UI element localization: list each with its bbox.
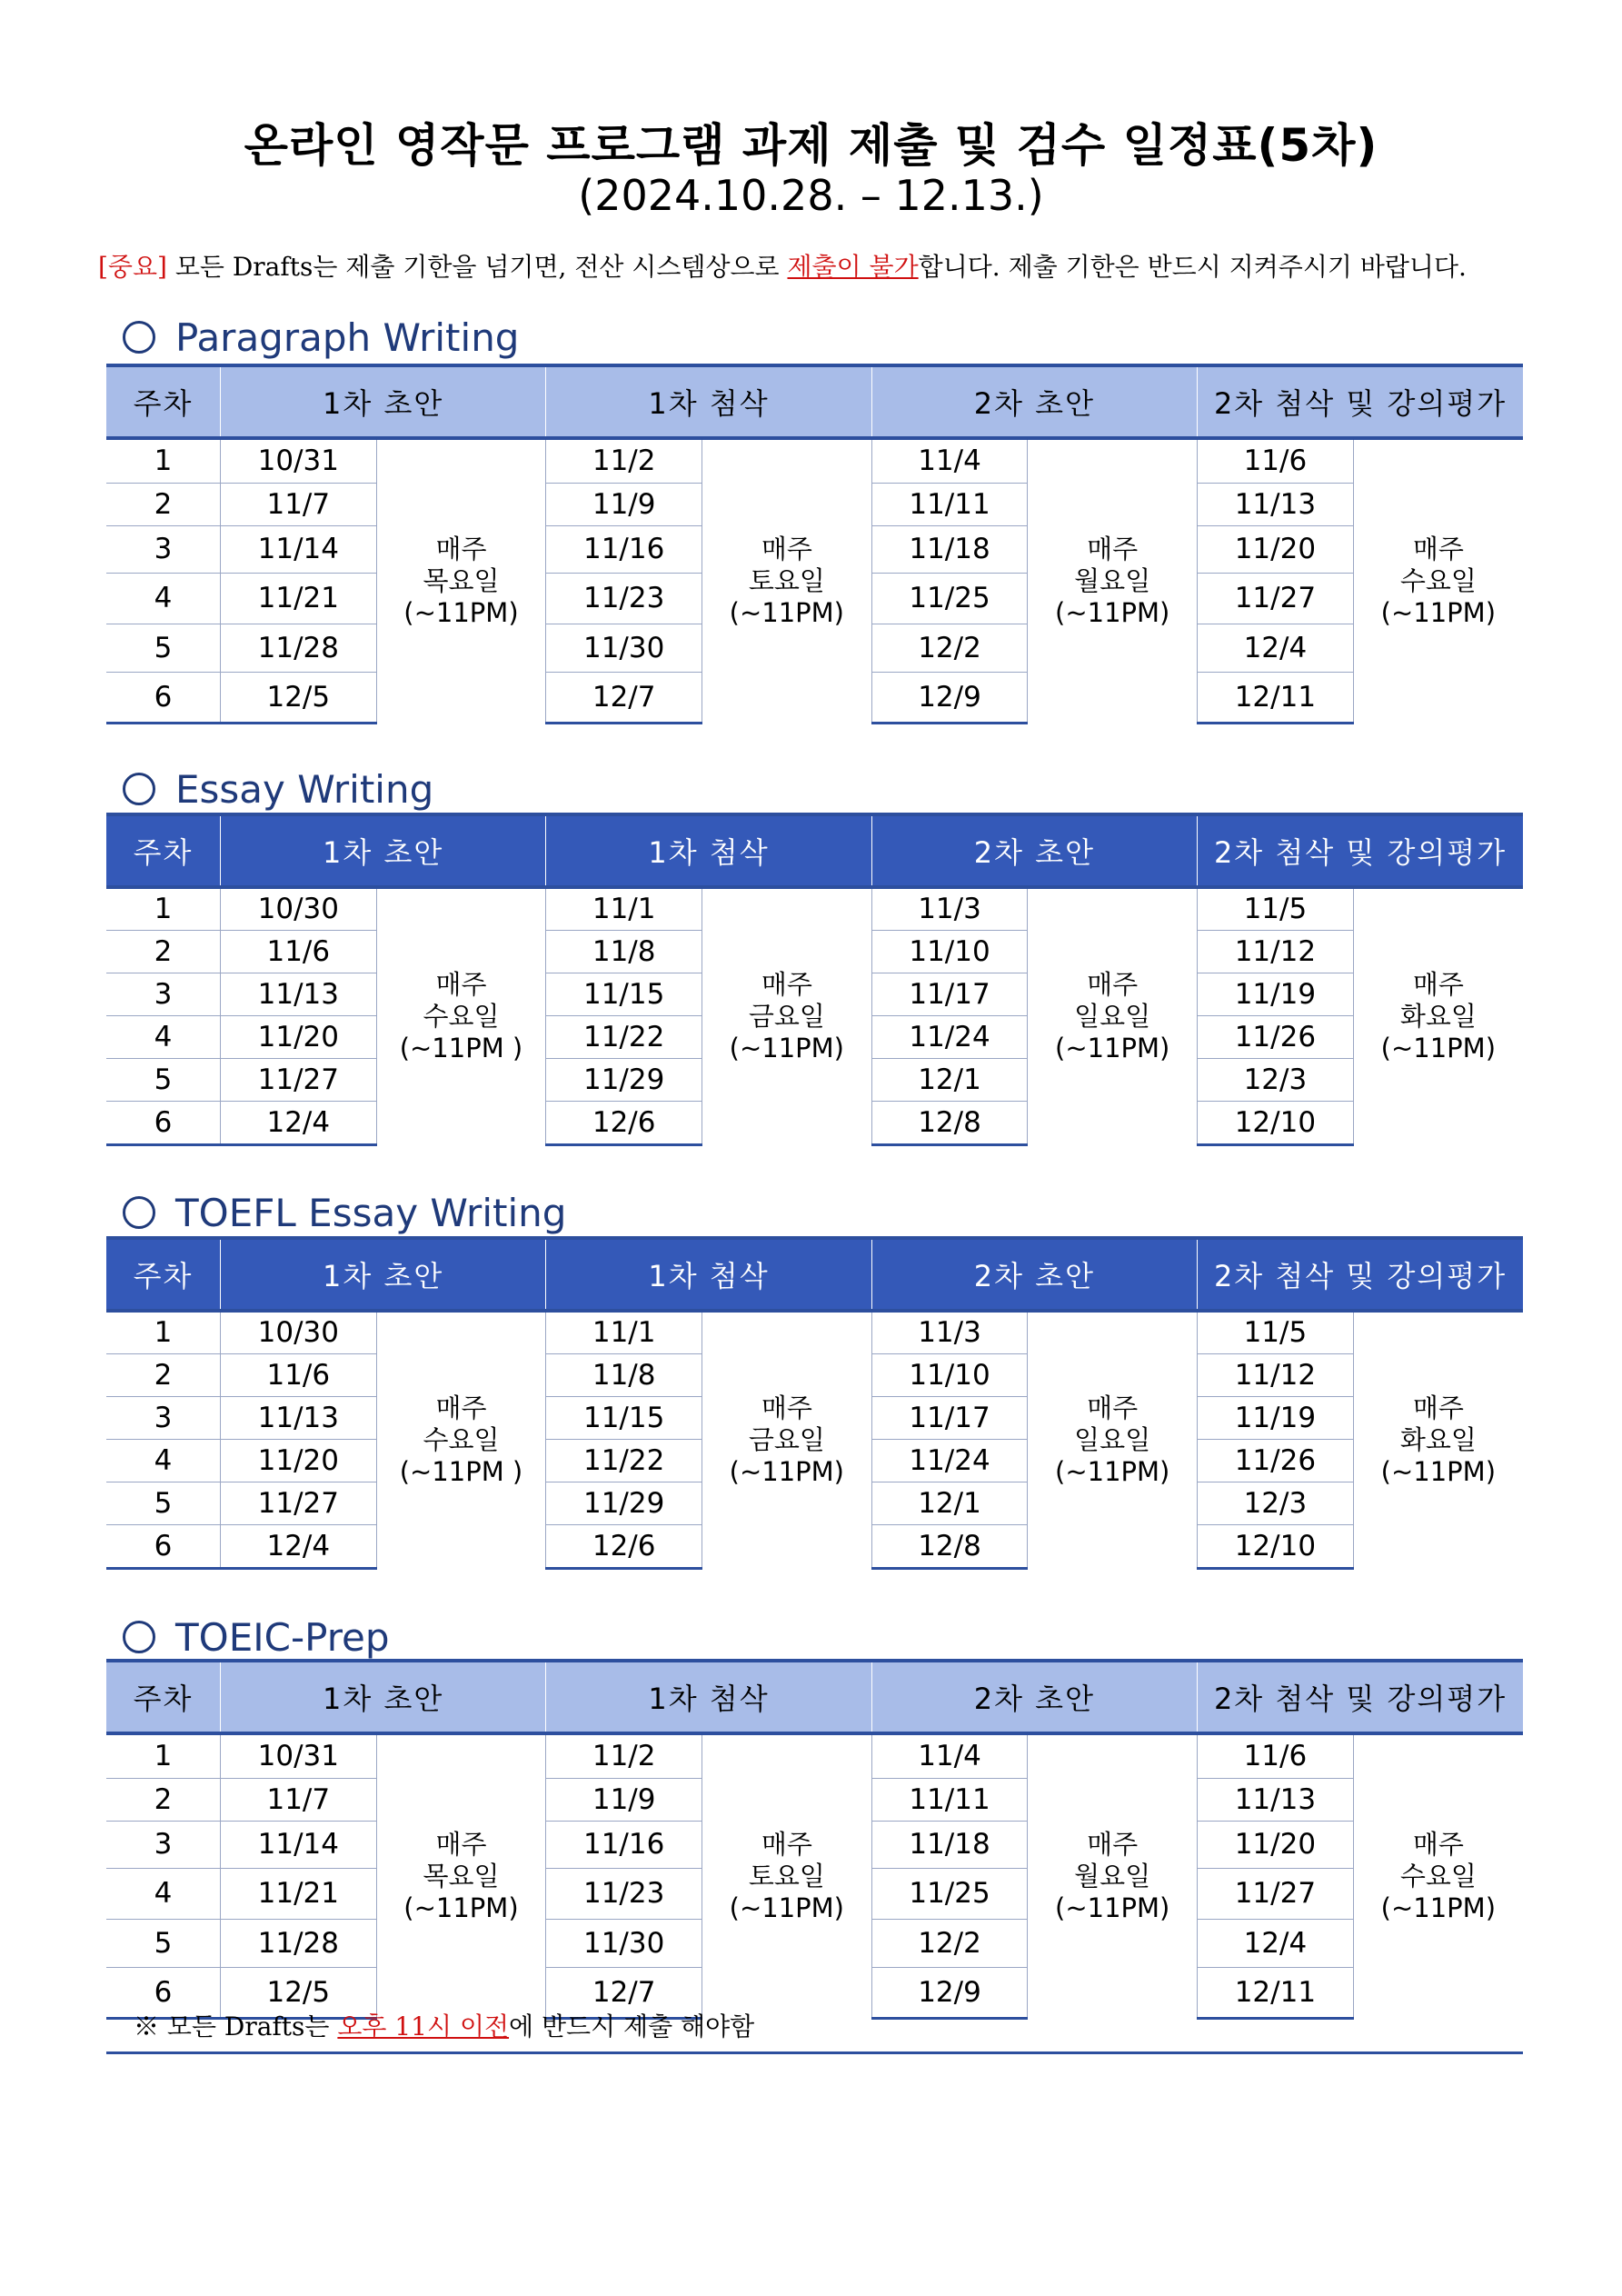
due-date-cell: 11/21	[220, 1868, 376, 1919]
section-title-essay-writing	[123, 767, 433, 812]
due-date-cell: 11/9	[546, 483, 702, 525]
due-date-cell: 11/25	[871, 1868, 1028, 1919]
due-date-cell: 11/12	[1198, 1353, 1354, 1396]
due-date-cell: 11/17	[871, 1396, 1028, 1439]
weekly-deadline-cell	[702, 1733, 871, 2018]
due-date-cell: 11/1	[546, 887, 702, 930]
week-number-cell: 3	[106, 1396, 220, 1439]
weekly-deadline-cell	[702, 887, 871, 1144]
section-title-text: TOEFL Essay Writing	[175, 1191, 567, 1235]
week-number-cell: 1	[106, 887, 220, 930]
column-header: 1차 첨삭	[546, 814, 871, 887]
deadline-line: 금요일	[748, 1001, 825, 1032]
column-header: 2차 첨삭 및 강의평가	[1198, 1238, 1523, 1311]
due-date-cell: 11/27	[1198, 573, 1354, 624]
footer-highlight: 오후 11시 이전	[337, 2011, 510, 2041]
due-date-cell: 11/8	[546, 930, 702, 973]
week-number-cell: 6	[106, 672, 220, 723]
deadline-line: (~11PM )	[399, 1033, 523, 1063]
deadline-line: (~11PM)	[1380, 1892, 1497, 1923]
section-title-toefl-essay-writing	[123, 1191, 566, 1235]
week-number-cell: 5	[106, 624, 220, 672]
due-date-cell: 11/21	[220, 573, 376, 624]
due-date-cell: 10/30	[220, 1311, 376, 1353]
column-header: 1차 첨삭	[546, 1238, 871, 1311]
due-date-cell: 11/17	[871, 973, 1028, 1015]
deadline-line: 일요일	[1074, 1424, 1151, 1455]
due-date-cell: 12/4	[220, 1524, 376, 1568]
due-date-cell: 12/8	[871, 1101, 1028, 1144]
due-date-cell: 11/10	[871, 930, 1028, 973]
due-date-cell: 11/19	[1198, 973, 1354, 1015]
schedule-table-toefl-essay-writing	[106, 1236, 1523, 1570]
weekly-deadline-cell	[1028, 438, 1198, 723]
due-date-cell: 11/24	[871, 1439, 1028, 1482]
deadline-line: 수요일	[1399, 565, 1477, 596]
column-header: 2차 첨삭 및 강의평가	[1198, 365, 1523, 438]
deadline-line: 매주	[1412, 1393, 1464, 1423]
weekly-deadline-cell	[376, 438, 546, 723]
week-number-cell: 5	[106, 1058, 220, 1101]
due-date-cell: 11/20	[1198, 1821, 1354, 1868]
due-date-cell: 11/2	[546, 438, 702, 483]
week-number-cell: 1	[106, 1311, 220, 1353]
due-date-cell: 12/3	[1198, 1058, 1354, 1101]
table-header-row	[106, 365, 1523, 438]
due-date-cell: 12/3	[1198, 1482, 1354, 1524]
deadline-line: 매주	[435, 1829, 487, 1860]
due-date-cell: 12/1	[871, 1058, 1028, 1101]
due-date-cell: 11/29	[546, 1482, 702, 1524]
due-date-cell: 11/8	[546, 1353, 702, 1396]
due-date-cell: 12/9	[871, 1967, 1028, 2018]
deadline-line: 매주	[1087, 969, 1139, 1000]
table-row	[106, 1733, 1523, 1778]
due-date-cell: 11/22	[546, 1439, 702, 1482]
column-header: 2차 초안	[871, 1661, 1197, 1733]
column-header: 2차 초안	[871, 814, 1197, 887]
deadline-line: 매주	[761, 1829, 812, 1860]
deadline-line: 화요일	[1399, 1424, 1477, 1455]
due-date-cell: 11/30	[546, 624, 702, 672]
deadline-line: 수요일	[1399, 1861, 1477, 1892]
section-title-text: Paragraph Writing	[175, 315, 520, 360]
due-date-cell: 11/9	[546, 1778, 702, 1821]
due-date-cell: 11/26	[1198, 1439, 1354, 1482]
table-row	[106, 887, 1523, 930]
due-date-cell: 11/27	[220, 1482, 376, 1524]
deadline-line: 월요일	[1074, 565, 1151, 596]
due-date-cell: 10/31	[220, 438, 376, 483]
deadline-line: 매주	[1087, 1393, 1139, 1423]
table-row	[106, 438, 1523, 483]
weekly-deadline-cell	[702, 1311, 871, 1568]
column-header: 1차 초안	[220, 1661, 545, 1733]
deadline-line: (~11PM)	[1380, 597, 1497, 628]
deadline-line: 화요일	[1399, 1001, 1477, 1032]
due-date-cell: 11/14	[220, 525, 376, 573]
due-date-cell: 11/1	[546, 1311, 702, 1353]
due-date-cell: 12/2	[871, 1919, 1028, 1967]
due-date-cell: 11/22	[546, 1015, 702, 1058]
due-date-cell: 11/6	[220, 930, 376, 973]
due-date-cell: 11/13	[1198, 1778, 1354, 1821]
due-date-cell: 11/26	[1198, 1015, 1354, 1058]
due-date-cell: 11/14	[220, 1821, 376, 1868]
due-date-cell: 11/28	[220, 1919, 376, 1967]
due-date-cell: 12/10	[1198, 1524, 1354, 1568]
schedule-table-toeic-prep	[106, 1659, 1523, 2020]
circle-bullet-icon	[123, 1196, 155, 1229]
due-date-cell: 11/18	[871, 1821, 1028, 1868]
deadline-line: (~11PM)	[1380, 1456, 1497, 1487]
deadline-line: 매주	[435, 969, 487, 1000]
week-number-cell: 3	[106, 525, 220, 573]
weekly-deadline-cell	[1353, 1733, 1523, 2018]
schedule-table-essay-writing	[106, 813, 1523, 1146]
table-header-row	[106, 1238, 1523, 1311]
due-date-cell: 12/7	[546, 672, 702, 723]
deadline-line: 매주	[1087, 1829, 1139, 1860]
notice-text-after: 합니다. 제출 기한은 반드시 지켜주시기 바랍니다.	[918, 252, 1467, 282]
due-date-cell: 11/16	[546, 525, 702, 573]
table-header-row	[106, 814, 1523, 887]
deadline-line: 매주	[1412, 1829, 1464, 1860]
week-number-cell: 1	[106, 1733, 220, 1778]
deadline-line: 수요일	[423, 1424, 500, 1455]
due-date-cell: 11/7	[220, 1778, 376, 1821]
weekly-deadline-cell	[1353, 887, 1523, 1144]
due-date-cell: 11/6	[220, 1353, 376, 1396]
due-date-cell: 11/5	[1198, 1311, 1354, 1353]
due-date-cell: 11/11	[871, 1778, 1028, 1821]
weekly-deadline-cell	[1028, 1733, 1198, 2018]
column-header: 2차 초안	[871, 365, 1197, 438]
deadline-line: (~11PM )	[399, 1456, 523, 1487]
deadline-line: 수요일	[423, 1001, 500, 1032]
due-date-cell: 11/20	[220, 1439, 376, 1482]
due-date-cell: 11/13	[220, 1396, 376, 1439]
deadline-line: 매주	[761, 969, 812, 1000]
due-date-cell: 12/8	[871, 1524, 1028, 1568]
week-number-cell: 2	[106, 483, 220, 525]
week-number-cell: 2	[106, 930, 220, 973]
week-number-cell: 6	[106, 1967, 220, 2018]
footer-note	[106, 2006, 1523, 2054]
column-header: 주차	[106, 1238, 220, 1311]
week-number-cell: 6	[106, 1101, 220, 1144]
reference-mark-icon: ※	[134, 2011, 160, 2041]
column-header: 1차 초안	[220, 814, 545, 887]
footer-text-after: 에 반드시 제출 해야함	[509, 2011, 755, 2041]
weekly-deadline-cell	[1028, 1311, 1198, 1568]
week-number-cell: 1	[106, 438, 220, 483]
due-date-cell: 11/27	[1198, 1868, 1354, 1919]
circle-bullet-icon	[123, 1621, 155, 1653]
week-number-cell: 5	[106, 1482, 220, 1524]
circle-bullet-icon	[123, 321, 155, 354]
deadline-line: 매주	[761, 1393, 812, 1423]
deadline-line: (~11PM)	[1055, 1456, 1170, 1487]
deadline-line: 일요일	[1074, 1001, 1151, 1032]
notice-highlight: 제출이 불가	[787, 252, 919, 282]
deadline-line: 토요일	[748, 565, 825, 596]
due-date-cell: 12/10	[1198, 1101, 1354, 1144]
column-header: 주차	[106, 365, 220, 438]
due-date-cell: 12/2	[871, 624, 1028, 672]
due-date-cell: 11/16	[546, 1821, 702, 1868]
notice-text-before: 모든 Drafts는 제출 기한을 넘기면, 전산 시스템상으로	[166, 252, 788, 282]
deadline-line: (~11PM)	[1055, 1033, 1170, 1063]
week-number-cell: 4	[106, 1439, 220, 1482]
due-date-cell: 10/30	[220, 887, 376, 930]
due-date-cell: 11/7	[220, 483, 376, 525]
due-date-cell: 12/4	[1198, 1919, 1354, 1967]
due-date-cell: 12/6	[546, 1524, 702, 1568]
due-date-cell: 11/5	[1198, 887, 1354, 930]
due-date-cell: 11/30	[546, 1919, 702, 1967]
due-date-cell: 11/23	[546, 1868, 702, 1919]
section-title-toeic-prep	[123, 1615, 390, 1660]
column-header: 1차 첨삭	[546, 1661, 871, 1733]
column-header: 주차	[106, 1661, 220, 1733]
deadline-line: (~11PM)	[1055, 597, 1170, 628]
notice-tag: [중요]	[98, 252, 167, 282]
due-date-cell: 12/4	[220, 1101, 376, 1144]
due-date-cell: 11/2	[546, 1733, 702, 1778]
weekly-deadline-cell	[1028, 887, 1198, 1144]
deadline-line: (~11PM)	[729, 1892, 844, 1923]
week-number-cell: 4	[106, 1868, 220, 1919]
deadline-line: 매주	[435, 534, 487, 564]
section-title-paragraph-writing	[123, 315, 519, 360]
column-header: 1차 초안	[220, 365, 545, 438]
schedule-table-paragraph-writing	[106, 364, 1523, 724]
due-date-cell: 12/7	[546, 1967, 702, 2018]
due-date-cell: 11/3	[871, 887, 1028, 930]
due-date-cell: 11/20	[220, 1015, 376, 1058]
column-header: 2차 첨삭 및 강의평가	[1198, 814, 1523, 887]
due-date-cell: 11/6	[1198, 1733, 1354, 1778]
due-date-cell: 11/15	[546, 1396, 702, 1439]
due-date-cell: 11/28	[220, 624, 376, 672]
section-title-text: TOEIC-Prep	[175, 1615, 390, 1660]
column-header: 주차	[106, 814, 220, 887]
footer-text-before: 모든 Drafts는	[159, 2011, 338, 2041]
deadline-line: (~11PM)	[729, 1033, 844, 1063]
due-date-cell: 11/20	[1198, 525, 1354, 573]
column-header: 1차 첨삭	[546, 365, 871, 438]
due-date-cell: 11/6	[1198, 438, 1354, 483]
deadline-line: (~11PM)	[1380, 1033, 1497, 1063]
weekly-deadline-cell	[376, 1733, 546, 2018]
weekly-deadline-cell	[376, 887, 546, 1144]
weekly-deadline-cell	[1353, 1311, 1523, 1568]
deadline-line: 매주	[761, 534, 812, 564]
due-date-cell: 12/11	[1198, 1967, 1354, 2018]
due-date-cell: 11/25	[871, 573, 1028, 624]
due-date-cell: 11/15	[546, 973, 702, 1015]
due-date-cell: 11/24	[871, 1015, 1028, 1058]
week-number-cell: 3	[106, 1821, 220, 1868]
deadline-line: (~11PM)	[403, 597, 519, 628]
week-number-cell: 5	[106, 1919, 220, 1967]
due-date-cell: 11/18	[871, 525, 1028, 573]
deadline-line: 목요일	[423, 565, 500, 596]
due-date-cell: 12/4	[1198, 624, 1354, 672]
column-header: 1차 초안	[220, 1238, 545, 1311]
weekly-deadline-cell	[1353, 438, 1523, 723]
important-notice	[98, 247, 1543, 284]
section-title-text: Essay Writing	[175, 767, 434, 812]
week-number-cell: 4	[106, 1015, 220, 1058]
deadline-line: 매주	[435, 1393, 487, 1423]
week-number-cell: 4	[106, 573, 220, 624]
circle-bullet-icon	[123, 773, 155, 805]
weekly-deadline-cell	[376, 1311, 546, 1568]
due-date-cell: 12/6	[546, 1101, 702, 1144]
week-number-cell: 3	[106, 973, 220, 1015]
due-date-cell: 12/5	[220, 1967, 376, 2018]
week-number-cell: 2	[106, 1353, 220, 1396]
deadline-line: (~11PM)	[729, 1456, 844, 1487]
due-date-cell: 11/4	[871, 438, 1028, 483]
due-date-cell: 11/27	[220, 1058, 376, 1101]
column-header: 2차 초안	[871, 1238, 1197, 1311]
due-date-cell: 12/5	[220, 672, 376, 723]
deadline-line: 매주	[1412, 534, 1464, 564]
due-date-cell: 11/23	[546, 573, 702, 624]
deadline-line: 금요일	[748, 1424, 825, 1455]
column-header: 2차 첨삭 및 강의평가	[1198, 1661, 1523, 1733]
weekly-deadline-cell	[702, 438, 871, 723]
week-number-cell: 6	[106, 1524, 220, 1568]
table-header-row	[106, 1661, 1523, 1733]
deadline-line: (~11PM)	[1055, 1892, 1170, 1923]
week-number-cell: 2	[106, 1778, 220, 1821]
due-date-cell: 10/31	[220, 1733, 376, 1778]
page-title: 온라인 영작문 프로그램 과제 제출 및 검수 일정표(5차)	[244, 119, 1378, 172]
due-date-cell: 11/3	[871, 1311, 1028, 1353]
due-date-cell: 12/1	[871, 1482, 1028, 1524]
deadline-line: (~11PM)	[403, 1892, 519, 1923]
due-date-cell: 11/11	[871, 483, 1028, 525]
due-date-cell: 12/11	[1198, 672, 1354, 723]
deadline-line: 토요일	[748, 1861, 825, 1892]
deadline-line: 월요일	[1074, 1861, 1151, 1892]
due-date-cell: 11/29	[546, 1058, 702, 1101]
table-row	[106, 1311, 1523, 1353]
due-date-cell: 11/12	[1198, 930, 1354, 973]
due-date-cell: 11/19	[1198, 1396, 1354, 1439]
deadline-line: 매주	[1087, 534, 1139, 564]
page-subtitle: (2024.10.28. – 12.13.)	[578, 171, 1044, 220]
deadline-line: 목요일	[423, 1861, 500, 1892]
due-date-cell: 12/9	[871, 672, 1028, 723]
due-date-cell: 11/13	[220, 973, 376, 1015]
due-date-cell: 11/13	[1198, 483, 1354, 525]
due-date-cell: 11/4	[871, 1733, 1028, 1778]
due-date-cell: 11/10	[871, 1353, 1028, 1396]
deadline-line: (~11PM)	[729, 597, 844, 628]
deadline-line: 매주	[1412, 969, 1464, 1000]
